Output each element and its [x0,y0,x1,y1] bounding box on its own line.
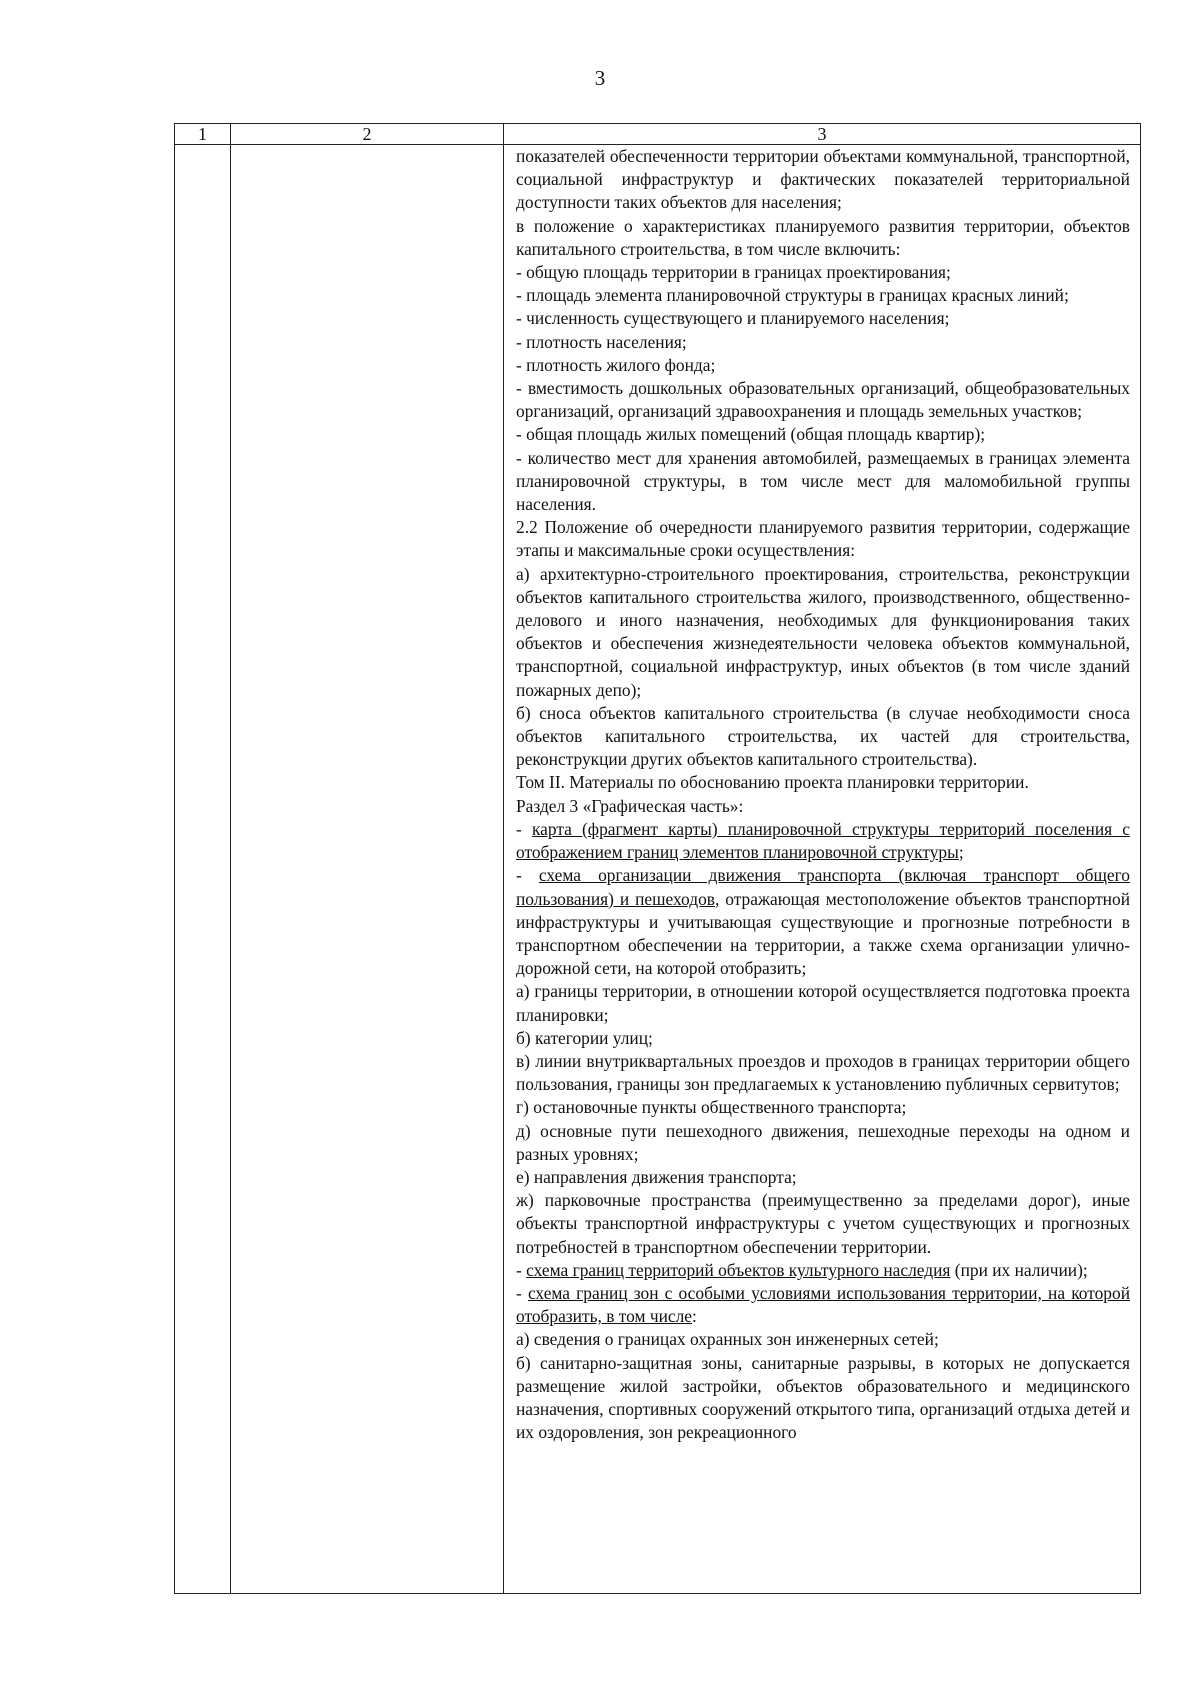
text-segment: - численность существующего и планируемого населения; [516,308,950,329]
paragraph [516,1328,1130,1351]
paragraph [516,307,1130,330]
paragraph [516,377,1130,423]
underlined-text: карта (фрагмент карты) планировочной структуры территорий поселения с отображением границ элементов планировочной структуры [516,818,1131,863]
underlined-text: схема границ зон с особыми условиями использования территории, на которой отобразить, в том числе [516,1282,1131,1327]
text-segment: - [516,818,532,839]
text-segment: в) линии внутриквартальных проездов и проходов в границах территории общего пользования, границы зон предлагаемых к установлению публичных сервитутов; [516,1050,1130,1095]
underlined-text: схема границ территорий объектов культурного наследия [526,1259,951,1280]
text-segment: ж) парковочные пространства (преимущественно за пределами дорог), иные объекты транспортной инфраструктуры с учетом существующих и прогнозных потребностей в транспортном обеспечении территории. [516,1190,1130,1257]
paragraph [516,864,1130,980]
text-segment: Том II. Материалы по обоснованию проекта планировки территории. [516,772,1029,793]
paragraph [516,818,1130,864]
paragraph [516,331,1130,354]
table-header-row [175,124,1141,145]
paragraph [516,1352,1130,1445]
paragraph [516,423,1130,446]
text-segment: а) границы территории, в отношении которой осуществляется подготовка проекта планировки; [516,981,1130,1025]
text-segment: , отражающая местоположение объектов транспортной инфраструктуры и учитывающая существующие и прогнозные потребности в транспортном обеспечении на территории, а также схема организации улично-дорожной сети, на которой отобразить; [516,888,1130,979]
text-segment: - плотность населения; [516,331,687,352]
paragraph [516,1096,1130,1119]
paragraph [516,516,1130,562]
text-segment: - [516,1282,528,1303]
text-segment: б) категории улиц; [516,1027,653,1048]
text-segment: б) санитарно-защитная зоны, санитарные разрывы, в которых не допускается размещение жилой застройки, объектов образовательного и медицинского назначения, спортивных сооружений открытого типа, организаций отдыха детей и их оздоровления, зон рекреационного [516,1352,1130,1443]
cell-col-3 [504,145,1141,1594]
cell-col-1 [175,145,231,1594]
text-segment: 2.2 Положение об очередности планируемого развития территории, содержащие этапы и максимальные сроки осуществления: [516,517,1130,561]
paragraph [516,145,1130,215]
paragraph [516,215,1130,261]
text-segment: - вместимость дошкольных образовательных организаций, общеобразовательных организаций, организаций здравоохранения и площадь земельных участков; [516,378,1130,422]
paragraph [516,1166,1130,1189]
paragraph [516,771,1130,794]
text-segment: - площадь элемента планировочной структуры в границах красных линий; [516,285,1069,306]
paragraph [516,795,1130,818]
text-segment: - [516,865,539,886]
text-segment: Раздел 3 «Графическая часть»: [516,795,744,816]
text-segment: показателей обеспеченности территории объектами коммунальной, транспортной, социальной инфраструктур и фактических показателей территориальной доступности таких объектов для населения; [516,146,1130,213]
text-segment: - количество мест для хранения автомобилей, размещаемых в границах элемента планировочной структуры, в том числе мест для маломобильной группы населения. [516,447,1130,515]
text-segment: ; [958,842,964,863]
paragraph [516,284,1130,307]
content-text [504,145,1140,1444]
text-segment: г) остановочные пункты общественного транспорта; [516,1097,907,1118]
text-segment: а) архитектурно-строительного проектирования, строительства, реконструкции объектов капитального строительства жилого, производственного, общественно-делового и иного назначения, необходимых для функционирования таких объектов и обеспечения жизнедеятельности человека объектов коммунальной, транспортной, социальной инфраструктур, иных объектов (в том числе зданий пожарных депо); [516,563,1130,700]
header-col-1: 1 [175,124,231,145]
paragraph [516,1027,1130,1050]
paragraph [516,1050,1130,1096]
header-col-3: 3 [504,124,1141,145]
paragraph [516,980,1130,1026]
text-segment: д) основные пути пешеходного движения, пешеходные переходы на одном и разных уровнях; [516,1120,1130,1164]
text-segment: а) сведения о границах охранных зон инженерных сетей; [516,1329,939,1350]
text-segment: - [516,1259,527,1280]
cell-col-2 [231,145,504,1594]
paragraph [516,702,1130,772]
paragraph [516,354,1130,377]
document-table [174,123,1141,1594]
paragraph [516,563,1130,702]
paragraph [516,1259,1130,1282]
header-col-2: 2 [231,124,504,145]
paragraph [516,261,1130,284]
paragraph [516,1189,1130,1259]
table-row [175,145,1141,1594]
text-segment: - плотность жилого фонда; [516,354,716,375]
paragraph [516,1120,1130,1166]
page-number: 3 [594,66,606,90]
paragraph [516,447,1130,517]
text-segment: е) направления движения транспорта; [516,1166,797,1187]
text-segment: - общая площадь жилых помещений (общая площадь квартир); [516,424,986,445]
underlined-text: схема организации движения транспорта (включая транспорт общего пользования) и пешеходов [516,865,1130,909]
text-segment: б) сноса объектов капитального строительства (в случае необходимости сноса объектов капитального строительства, их частей для строительства, реконструкции других объектов капитального строительства). [516,702,1130,770]
paragraph [516,1282,1130,1328]
text-segment: - общую площадь территории в границах проектирования; [516,262,951,283]
text-segment: в положение о характеристиках планируемого развития территории, объектов капитального строительства, в том числе включить: [516,215,1130,259]
text-segment: (при их наличии); [950,1259,1088,1280]
text-segment: : [692,1306,697,1327]
